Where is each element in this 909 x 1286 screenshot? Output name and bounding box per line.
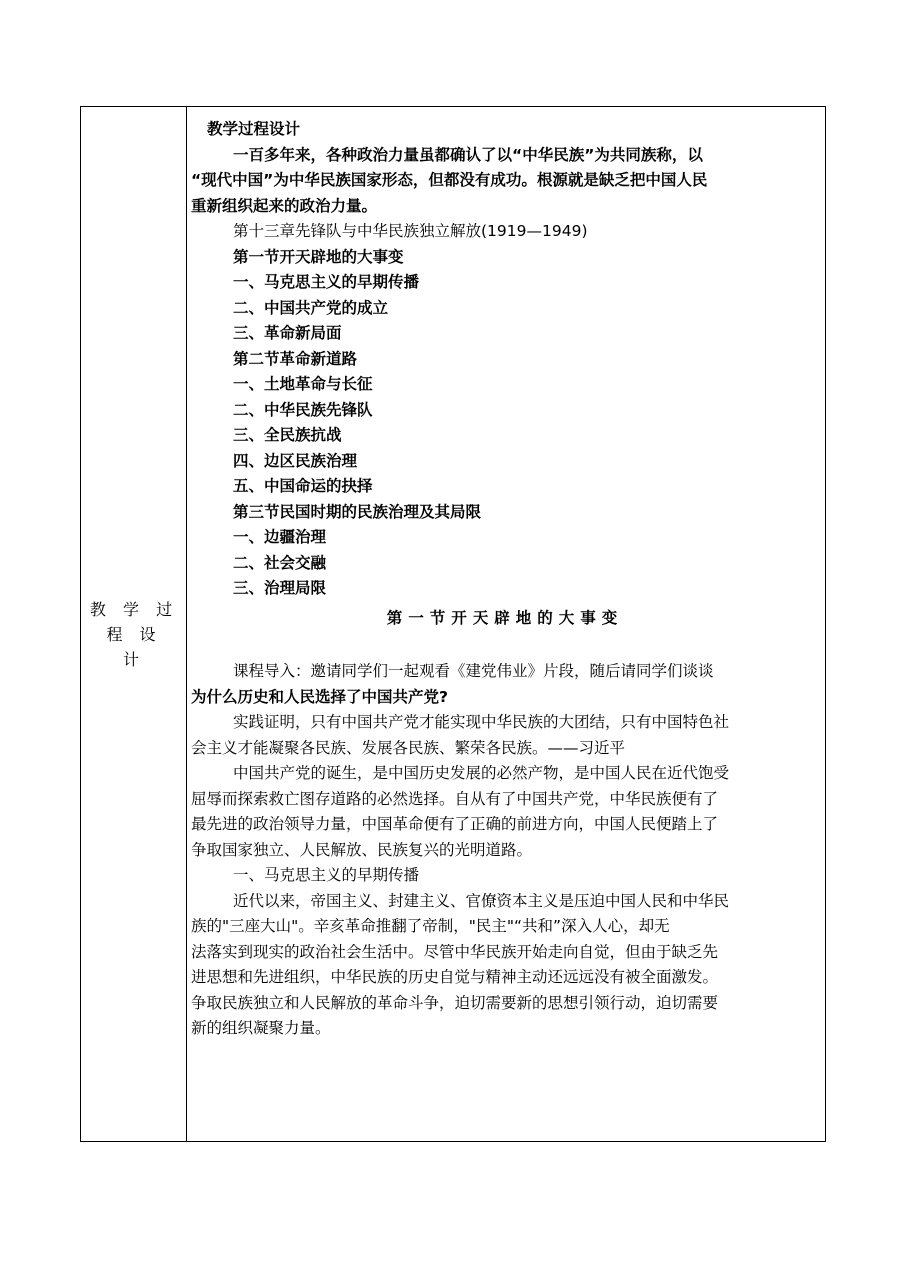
text-line: 课程导入：邀请同学们一起观看《建党伟业》片段，随后请同学们谈谈: [233, 662, 714, 680]
label-line: 计: [122, 650, 145, 669]
text-line: 一、土地革命与长征: [233, 375, 373, 393]
text-line: 一、马克思主义的早期传播: [233, 866, 420, 884]
text-line: 争取民族独立和人民解放的革命斗争，迫切需要新的思想引领行动，迫切需要: [191, 993, 719, 1012]
text-line: 重新组织起来的政治力量。: [191, 196, 378, 215]
text-line: 近代以来，帝国主义、封建主义、官僚资本主义是压迫中国人民和中华民: [233, 891, 730, 910]
label-line: 教 学 过: [89, 600, 179, 619]
text-line: 二、中国共产党的成立: [233, 298, 389, 317]
text-line: 族的"三座大山"。辛亥革命推翻了帝制，"民主"“共和”深入人心，却无: [191, 917, 670, 935]
text-line: 二、社会交融: [233, 553, 327, 572]
left-label-cell: [81, 107, 187, 1141]
text-line: “现代中国”为中华民族国家形态，但都没有成功。根源就是缺乏把中国人民: [191, 171, 708, 189]
text-line: 屈辱而探索救亡图存道路的必然选择。自从有了中国共产党，中华民族便有了: [191, 789, 719, 808]
text-line: 四、边区民族治理: [233, 451, 358, 470]
text-line: 第一节开天辟地的大事变: [233, 247, 404, 266]
text-line: 实践证明，只有中国共产党才能实现中华民族的大团结，只有中国特色社: [233, 713, 730, 731]
text-line: 第二节革命新道路: [233, 349, 358, 368]
text-line: 法落实到现实的政治社会生活中。尽管中华民族开始走向自觉，但由于缺乏先: [191, 942, 719, 961]
section-label: [81, 597, 187, 672]
text-line: 教学过程设计: [207, 120, 301, 138]
text-line: 会主义才能凝聚各民族、发展各民族、繁荣各民族。——习近平: [191, 738, 626, 757]
outline-block: [191, 117, 819, 602]
content-cell: [191, 117, 819, 1042]
text-line: 三、全民族抗战: [233, 426, 342, 444]
text-line: 五、中国命运的抉择: [233, 477, 373, 495]
text-line: 一、马克思主义的早期传播: [233, 273, 420, 291]
body-block: [191, 659, 819, 1042]
text-line: 为什么历史和人民选择了中国共产党?: [191, 687, 448, 706]
lesson-table: [80, 106, 826, 1142]
section-heading: 第一节开天辟地的大事变: [386, 608, 624, 627]
text-line: 中国共产党的诞生，是中国历史发展的必然产物，是中国人民在近代饱受: [233, 764, 730, 782]
text-line: 进思想和先进组织，中华民族的历史自觉与精神主动还远远没有被全面激发。: [191, 968, 719, 986]
text-line: 新的组织凝聚力量。: [191, 1019, 331, 1037]
label-line: 程 设: [106, 625, 162, 644]
text-line: 一百多年来，各种政治力量虽都确认了以“中华民族”为共同族称，以: [233, 145, 703, 164]
text-line: 第三节民国时期的民族治理及其局限: [233, 502, 482, 521]
text-line: 一、边疆治理: [233, 528, 327, 546]
text-line: 最先进的政治领导力量，中国革命便有了正确的前进方向，中国人民便踏上了: [191, 815, 719, 833]
text-line: 三、革命新局面: [233, 324, 342, 342]
text-line: 争取国家独立、人民解放、民族复兴的光明道路。: [191, 840, 533, 859]
text-line: 三、治理局限: [233, 579, 327, 597]
text-line: 二、中华民族先锋队: [233, 400, 373, 419]
text-line: 第十三章先锋队与中华民族独立解放(1919—1949): [233, 222, 588, 240]
